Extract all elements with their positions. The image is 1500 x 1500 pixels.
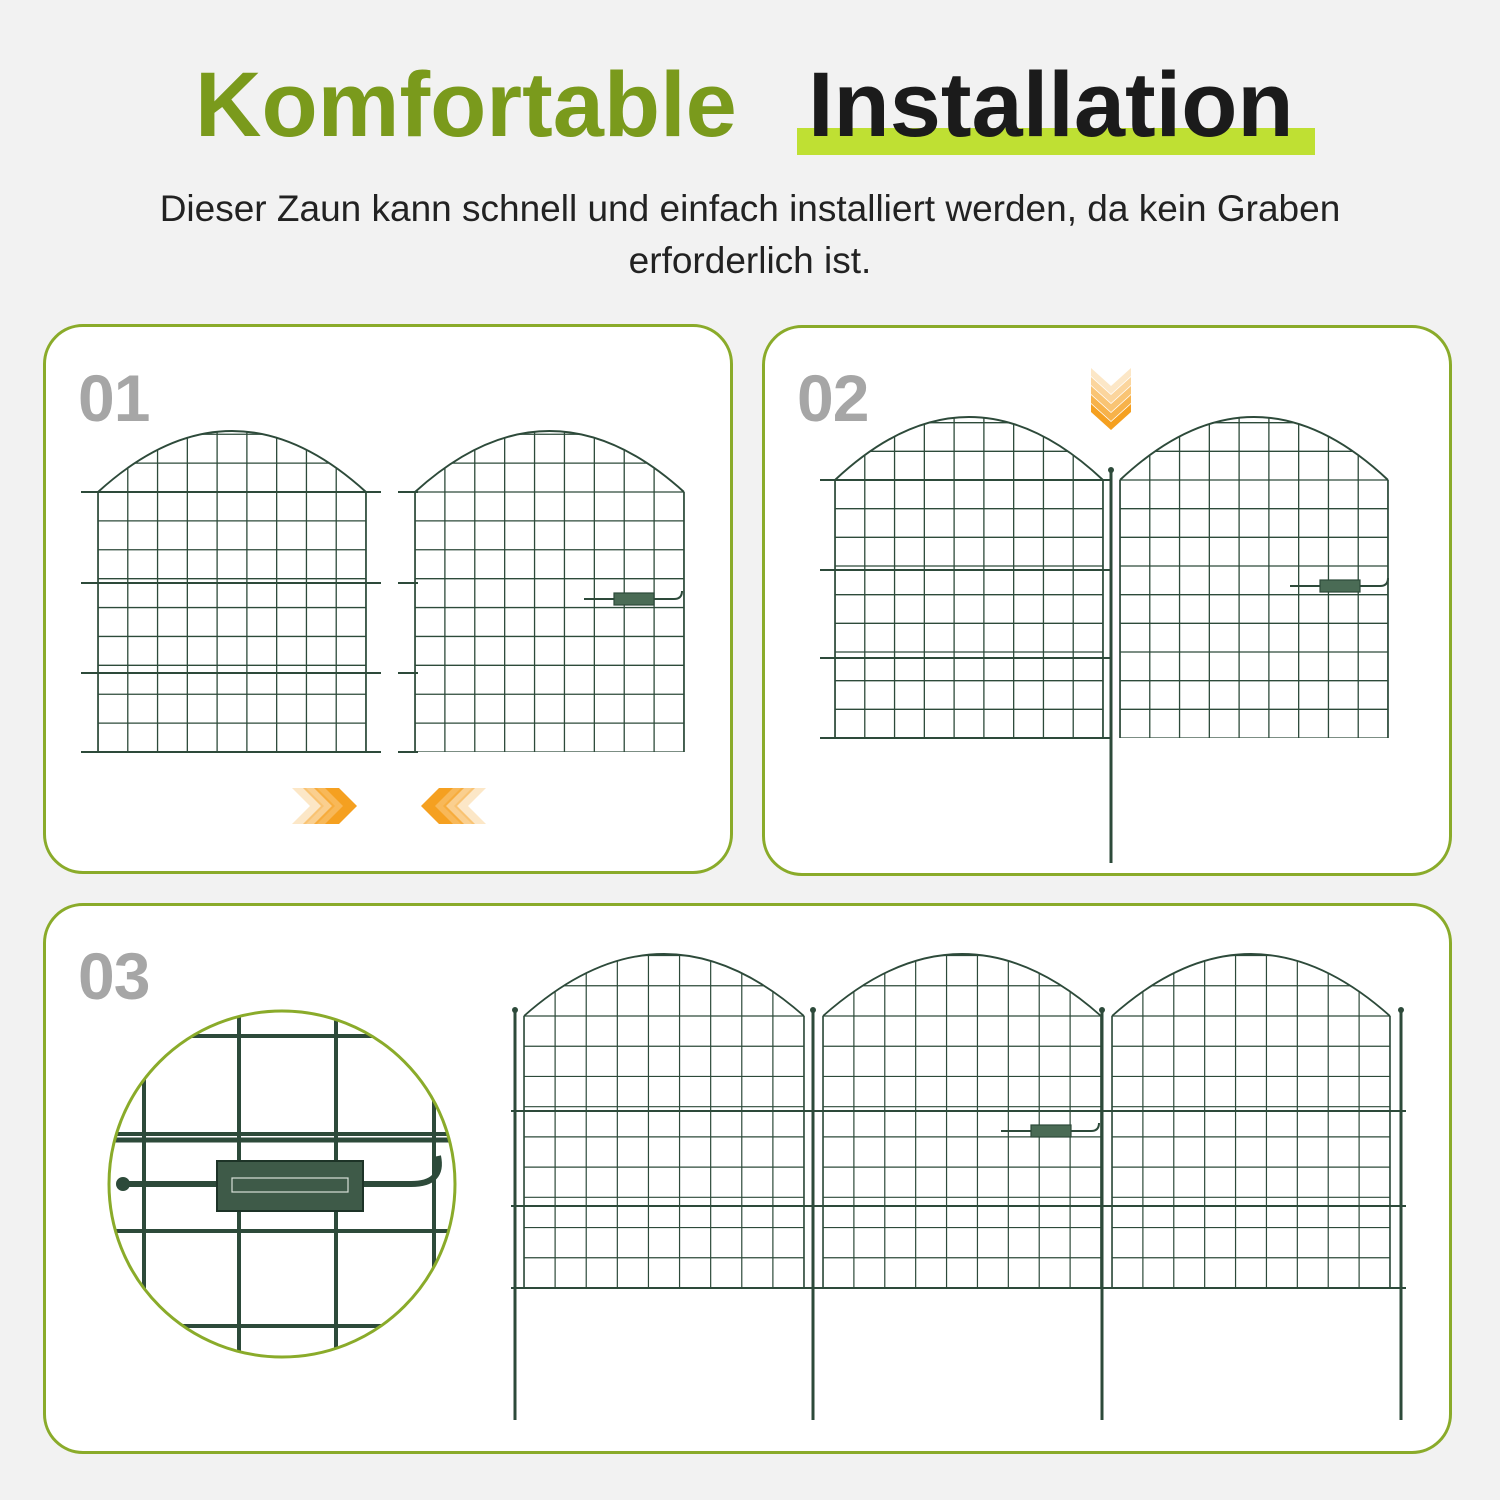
title-word-installation: Installation	[808, 54, 1294, 156]
fence-panel-right	[398, 426, 684, 752]
page-title	[0, 55, 1500, 165]
step-number-02: 02	[797, 361, 869, 435]
fence-panel-left	[820, 412, 1110, 738]
step-panel-02	[762, 325, 1452, 876]
step-01-illustration	[46, 327, 733, 874]
arrow-left-icon	[421, 788, 486, 824]
fence-panel-left	[81, 426, 381, 752]
step-03-illustration	[46, 906, 1452, 1454]
arrow-right-icon	[292, 788, 357, 824]
step-number-01: 01	[78, 361, 150, 435]
page-description: Dieser Zaun kann schnell und einfach installiert werden, da kein Graben erforderlich ist.	[159, 188, 1341, 281]
fence-panel-right	[1120, 412, 1388, 738]
step-02-illustration	[765, 328, 1452, 876]
zoom-circle-icon	[101, 996, 466, 1366]
fence-post	[1108, 467, 1114, 863]
title-word-komfortable: Komfortable	[195, 54, 737, 156]
step-number-03: 03	[78, 939, 150, 1013]
arrow-down-icon	[1091, 368, 1131, 430]
step-panel-03	[43, 903, 1452, 1454]
assembled-fence	[511, 949, 1406, 1420]
step-panel-01	[43, 324, 733, 874]
